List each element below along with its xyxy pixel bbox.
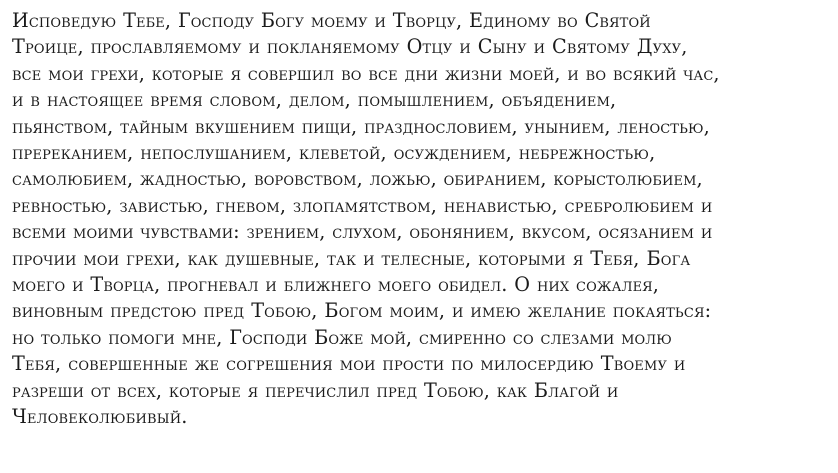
text-line: и в настоящее время словом, делом, помышлением, объядением, (12, 88, 617, 112)
text-line: всеми моими чувствами: зрением, слухом, обонянием, вкусом, осязанием и (12, 220, 713, 244)
text-line: пререканием, непослушанием, клеветой, осуждением, небрежностью, (12, 141, 656, 165)
text-line: моего и Творца, прогневал и ближнего моего обидел. О них сожалея, (12, 273, 660, 297)
prayer-text-block (12, 8, 828, 431)
text-line: пьянством, тайным вкушением пищи, празднословием, унынием, леностью, (12, 114, 710, 138)
text-line: разреши от всех, которые я перечислил пред Тобою, как Благой и (12, 378, 619, 402)
text-line: Человеколюбивый. (12, 405, 188, 429)
text-line: прочии мои грехи, как душевные, так и телесные, которыми я Тебя, Бога (12, 246, 691, 270)
text-line: виновным предстою пред Тобою, Богом моим, и имею желание покаяться: (12, 299, 712, 323)
text-line: но только помоги мне, Господи Боже мой, смиренно со слезами молю (12, 325, 672, 349)
text-line: Исповедую Тебе, Господу Богу моему и Творцу, Единому во Святой (12, 9, 651, 32)
text-line: все мои грехи, которые я совершил во все дни жизни моей, и во всякий час, (12, 61, 720, 85)
text-line: Тебя, совершенные же согрешения мои прости по милосердию Твоему и (12, 352, 686, 376)
text-line: ревностью, завистью, гневом, злопамятством, ненавистью, сребролюбием и (12, 193, 713, 217)
text-line: Троице, прославляемому и покланяемому Отцу и Сыну и Святому Духу, (12, 35, 688, 59)
text-line: самолюбием, жадностью, воровством, ложью, обиранием, корыстолюбием, (12, 167, 703, 191)
